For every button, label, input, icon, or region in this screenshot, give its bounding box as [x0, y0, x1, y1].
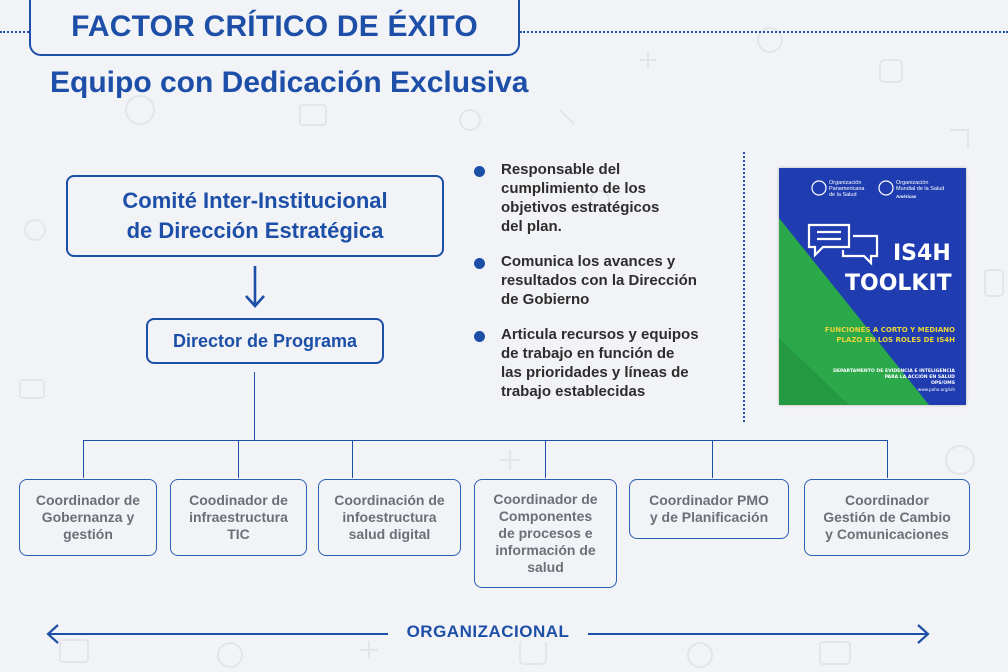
- header-dotted-line-right: [520, 31, 1008, 33]
- coordinator-infrastructure: Coodinador de infraestructura TIC: [170, 479, 307, 556]
- organizational-label: ORGANIZACIONAL: [388, 622, 588, 642]
- coordinator-governance: Coordinador de Gobernanza y gestión: [19, 479, 157, 556]
- page-title: FACTOR CRÍTICO DE ÉXITO: [71, 10, 478, 43]
- svg-text:Panamericana: Panamericana: [829, 186, 865, 192]
- coordinator-change-management: Coordinador Gestión de Cambio y Comunicaciones: [804, 479, 970, 556]
- coordinator-components: Coordinador de Componentes de procesos e información de salud: [474, 479, 617, 588]
- coordinator-infostructure: Coordinación de infoestructura salud digital: [318, 479, 461, 556]
- connector-director: [254, 372, 255, 440]
- connector-6: [887, 440, 888, 478]
- bullet-list: [472, 160, 732, 417]
- svg-text:IS4H: IS4H: [893, 241, 951, 266]
- bullet-dot-icon: [474, 258, 485, 269]
- connector-1: [83, 440, 84, 478]
- connector-2: [238, 440, 239, 478]
- vertical-dotted-divider: [743, 152, 745, 422]
- committee-box: Comité Inter-Institucional de Dirección Estratégica: [66, 175, 444, 257]
- svg-text:PARA LA ACCIÓN EN SALUD: PARA LA ACCIÓN EN SALUD: [884, 375, 955, 380]
- down-arrow-icon: [242, 264, 268, 310]
- bullet-text: Articula recursos y equipos de trabajo en función de las prioridades y líneas de trabajo establecidas: [501, 326, 699, 400]
- title-banner: [29, 0, 520, 56]
- bullet-item: [472, 252, 732, 309]
- toolkit-cover-art: [779, 168, 966, 405]
- svg-text:Mundial de la Salud: Mundial de la Salud: [896, 186, 945, 192]
- bullet-dot-icon: [474, 331, 485, 342]
- connector-3: [352, 440, 353, 478]
- svg-text:OPS/OMS: OPS/OMS: [930, 381, 955, 386]
- director-box: Director de Programa: [146, 318, 384, 364]
- connector-5: [712, 440, 713, 478]
- bullet-dot-icon: [474, 166, 485, 177]
- svg-text:Organización: Organización: [896, 180, 929, 186]
- svg-text:TOOLKIT: TOOLKIT: [845, 271, 952, 296]
- bullet-text: Responsable del cumplimiento de los objetivos estratégicos del plan.: [501, 161, 660, 235]
- connector-horizontal: [83, 440, 888, 441]
- svg-text:Organización: Organización: [829, 180, 862, 186]
- svg-text:www.paho.org/ish: www.paho.org/ish: [917, 387, 955, 392]
- bullet-item: [472, 160, 732, 236]
- svg-text:FUNCIONES A CORTO Y MEDIANO: FUNCIONES A CORTO Y MEDIANO: [824, 326, 955, 334]
- svg-text:de la Salud: de la Salud: [829, 192, 857, 198]
- svg-text:Américas: Américas: [896, 194, 917, 199]
- toolkit-cover-image: [779, 168, 966, 405]
- coordinator-pmo: Coordinador PMO y de Planificación: [629, 479, 789, 539]
- svg-text:PLAZO EN LOS ROLES DE IS4H: PLAZO EN LOS ROLES DE IS4H: [836, 336, 955, 344]
- page-subtitle: Equipo con Dedicación Exclusiva: [50, 66, 529, 99]
- svg-text:DEPARTAMENTO DE EVIDENCIA E IN: DEPARTAMENTO DE EVIDENCIA E INTELIGENCIA: [833, 369, 955, 374]
- bullet-text: Comunica los avances y resultados con la Dirección de Gobierno: [501, 253, 697, 308]
- header-dotted-line-left: [0, 31, 29, 33]
- connector-4: [545, 440, 546, 478]
- bullet-item: [472, 325, 732, 401]
